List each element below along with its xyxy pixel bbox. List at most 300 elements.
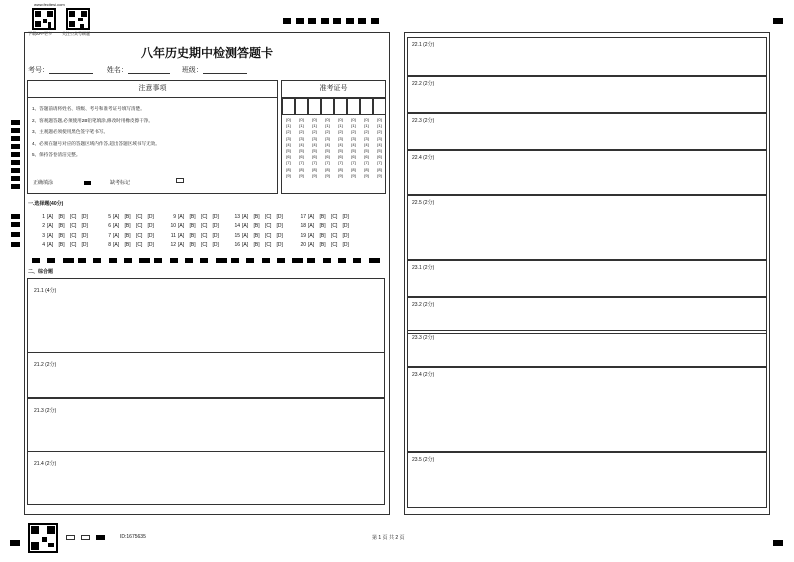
- ticket-digit[interactable]: [6]: [299, 154, 304, 160]
- answer-option[interactable]: [A]: [308, 241, 315, 248]
- ticket-input-cell: [308, 98, 321, 115]
- ticket-digit[interactable]: [4]: [377, 141, 382, 147]
- answer-option[interactable]: [A]: [178, 232, 185, 239]
- timing-mark: [292, 258, 303, 263]
- answer-option[interactable]: [C]: [201, 223, 208, 230]
- answer-option[interactable]: [B]: [124, 241, 131, 248]
- site-url: www.fecitesi.com: [34, 2, 65, 7]
- class-label: 班级：: [181, 67, 203, 74]
- ticket-input-cell: [282, 98, 295, 115]
- answer-box-label: 23.1 (2分): [412, 265, 435, 271]
- answer-option[interactable]: [A]: [178, 223, 185, 230]
- answer-option[interactable]: [C]: [331, 241, 338, 248]
- answer-box[interactable]: [27, 278, 385, 353]
- ticket-digit[interactable]: [3]: [299, 135, 304, 141]
- question-number: 19: [300, 232, 306, 239]
- answer-option[interactable]: [B]: [253, 232, 260, 239]
- timing-mark: [93, 258, 101, 263]
- answer-box-label: 23.4 (2分): [412, 372, 435, 378]
- answer-option[interactable]: [B]: [189, 232, 196, 239]
- name-label: 姓名：: [106, 67, 128, 74]
- answer-option[interactable]: [B]: [58, 214, 65, 220]
- answer-box[interactable]: [407, 297, 767, 334]
- answer-box[interactable]: [407, 260, 767, 297]
- answer-option[interactable]: [D]: [276, 214, 283, 220]
- timing-mark: [323, 258, 331, 263]
- answer-box-label: 21.4 (2分): [34, 461, 57, 467]
- answer-box-label: 22.3 (2分): [412, 118, 435, 124]
- timing-mark: [371, 18, 379, 24]
- ticket-digit[interactable]: [1]: [312, 123, 317, 129]
- timing-mark: [11, 136, 20, 141]
- answer-option[interactable]: [A]: [113, 214, 120, 220]
- answer-option[interactable]: [B]: [253, 223, 260, 230]
- question-number: 11: [170, 232, 176, 239]
- answer-box-label: 23.3 (2分): [412, 335, 435, 341]
- question-number: 6: [108, 223, 111, 230]
- qr-caption-right: 关注公众号刷题: [62, 31, 90, 36]
- ticket-digit[interactable]: [3]: [312, 135, 317, 141]
- timing-mark: [321, 18, 329, 24]
- ticket-digit[interactable]: [9]: [351, 172, 356, 178]
- ticket-digit[interactable]: [3]: [338, 135, 343, 141]
- answer-option[interactable]: [B]: [319, 232, 326, 239]
- answer-option[interactable]: [D]: [276, 223, 283, 230]
- timing-mark: [11, 144, 20, 149]
- ticket-digit-column: [297, 117, 306, 179]
- answer-option[interactable]: [A]: [47, 223, 54, 230]
- answer-option[interactable]: [A]: [242, 232, 249, 239]
- answer-option[interactable]: [C]: [136, 214, 143, 220]
- timing-mark: [11, 232, 20, 237]
- corner-mark: [773, 540, 783, 546]
- ticket-digit[interactable]: [5]: [351, 148, 356, 154]
- absent-mark-label: 缺考标记: [110, 180, 131, 186]
- timing-mark: [262, 258, 270, 263]
- ticket-digit[interactable]: [5]: [325, 148, 330, 154]
- ticket-digit[interactable]: [2]: [351, 129, 356, 135]
- timing-mark: [109, 258, 117, 263]
- ticket-digit[interactable]: [6]: [351, 154, 356, 160]
- qr-caption-left: 下载APP更多: [28, 31, 53, 36]
- notice-item: 3、主观题必须使用黑色签字笔书写。: [32, 129, 109, 134]
- question-number: 7: [108, 232, 111, 239]
- answer-option[interactable]: [B]: [189, 241, 196, 248]
- answer-box[interactable]: [407, 195, 767, 260]
- answer-option[interactable]: [C]: [70, 223, 77, 230]
- ticket-digit[interactable]: [1]: [364, 123, 369, 129]
- ticket-digit[interactable]: [9]: [299, 172, 304, 178]
- ticket-digit[interactable]: [0]: [338, 117, 343, 122]
- info-fields: [28, 67, 247, 74]
- timing-mark: [11, 160, 20, 165]
- qr-code-footer: [28, 523, 58, 553]
- timing-mark: [307, 258, 315, 263]
- timing-mark: [63, 258, 74, 263]
- ticket-digit[interactable]: [2]: [299, 129, 304, 135]
- answer-box[interactable]: [407, 367, 767, 452]
- timing-mark: [353, 258, 361, 263]
- ticket-input-cell: [373, 98, 386, 115]
- ticket-digit[interactable]: [7]: [338, 160, 343, 166]
- ticket-title: 准考证号: [319, 85, 348, 92]
- answer-option[interactable]: [C]: [70, 232, 77, 239]
- answer-box[interactable]: [27, 398, 385, 452]
- answer-box-label: 23.2 (2分): [412, 302, 435, 308]
- timing-mark: [11, 120, 20, 125]
- ticket-digit[interactable]: [3]: [325, 135, 330, 141]
- answer-option[interactable]: [A]: [178, 241, 185, 248]
- ticket-digit[interactable]: [9]: [286, 172, 291, 178]
- timing-mark: [216, 258, 227, 263]
- ticket-digit[interactable]: [4]: [364, 141, 369, 147]
- answer-option[interactable]: [A]: [242, 223, 249, 230]
- ticket-digit[interactable]: [2]: [364, 129, 369, 135]
- answer-option[interactable]: [C]: [136, 223, 143, 230]
- timing-mark: [78, 258, 86, 263]
- answer-box-label: 21.2 (2分): [34, 362, 57, 368]
- timing-mark: [124, 258, 132, 263]
- answer-box-label: 22.4 (2分): [412, 155, 435, 161]
- correct-fill-sample: [84, 181, 91, 185]
- notice-divider: [27, 97, 278, 98]
- answer-box[interactable]: [27, 451, 385, 505]
- timing-mark: [296, 18, 304, 24]
- answer-box-label: 22.2 (2分): [412, 81, 435, 87]
- qr-code-follow: [66, 8, 90, 30]
- answer-option[interactable]: [B]: [319, 223, 326, 230]
- question-number: 18: [300, 223, 306, 230]
- answer-box-label: 21.3 (2分): [34, 408, 57, 414]
- answer-option[interactable]: [A]: [178, 214, 185, 220]
- timing-mark: [11, 128, 20, 133]
- timing-mark: [11, 152, 20, 157]
- ticket-digit[interactable]: [4]: [299, 141, 304, 147]
- answer-option[interactable]: [B]: [189, 214, 196, 220]
- answer-option[interactable]: [B]: [58, 223, 65, 230]
- answer-option[interactable]: [B]: [124, 232, 131, 239]
- timing-mark: [358, 18, 366, 24]
- ticket-digit[interactable]: [5]: [286, 148, 291, 154]
- ticket-input-cell: [360, 98, 373, 115]
- answer-option[interactable]: [A]: [242, 214, 249, 220]
- answer-box[interactable]: [407, 330, 767, 367]
- ticket-digit-column: [310, 117, 319, 179]
- answer-box-label: 22.5 (2分): [412, 200, 435, 206]
- notice-item: 1、答题前请将姓名、班级、考号和准考证号填写清楚。: [32, 106, 145, 111]
- timing-mark: [231, 258, 239, 263]
- answer-box-label: 23.5 (2分): [412, 457, 435, 463]
- answer-option[interactable]: [A]: [47, 232, 54, 239]
- name-field[interactable]: [128, 67, 170, 74]
- question-number: 12: [170, 241, 176, 248]
- ticket-digit[interactable]: [2]: [312, 129, 317, 135]
- ticket-digit[interactable]: [0]: [286, 117, 291, 122]
- answer-option[interactable]: [A]: [242, 241, 249, 248]
- timing-mark: [11, 214, 20, 219]
- answer-option[interactable]: [A]: [113, 241, 120, 248]
- ticket-digit[interactable]: [1]: [338, 123, 343, 129]
- answer-box[interactable]: [407, 76, 767, 113]
- question-number: 10: [170, 223, 176, 230]
- answer-option[interactable]: [D]: [81, 223, 88, 230]
- qr-code-download: [32, 8, 56, 30]
- exam-no-field[interactable]: [49, 67, 93, 74]
- answer-option[interactable]: [C]: [265, 241, 272, 248]
- answer-option[interactable]: [D]: [147, 232, 154, 239]
- question-number: 1: [42, 214, 45, 220]
- ticket-digit[interactable]: [8]: [338, 166, 343, 172]
- ticket-digit[interactable]: [2]: [377, 129, 382, 135]
- timing-mark: [139, 258, 150, 263]
- question-number: 13: [234, 214, 240, 220]
- question-number: 17: [300, 214, 306, 220]
- ticket-digit[interactable]: [4]: [351, 141, 356, 147]
- ticket-digit[interactable]: [3]: [377, 135, 382, 141]
- answer-option[interactable]: [D]: [147, 223, 154, 230]
- answer-option[interactable]: [B]: [319, 214, 326, 220]
- exam-no-label: 考号：: [28, 67, 49, 74]
- timing-mark: [170, 258, 178, 263]
- answer-option[interactable]: [A]: [308, 214, 315, 220]
- question-number: 16: [234, 241, 240, 248]
- answer-option[interactable]: [B]: [58, 232, 65, 239]
- ticket-digit[interactable]: [8]: [364, 166, 369, 172]
- notice-item: 2、客观题答题,必须使用2B铅笔填涂,修改时用橡皮擦干净。: [32, 117, 153, 123]
- question-number: 9: [173, 214, 176, 220]
- answer-box[interactable]: [407, 452, 767, 508]
- ticket-digit[interactable]: [0]: [325, 117, 330, 122]
- answer-box[interactable]: [407, 113, 767, 150]
- answer-box[interactable]: [407, 150, 767, 195]
- ticket-digit[interactable]: [8]: [325, 166, 330, 172]
- ticket-digit[interactable]: [1]: [325, 123, 330, 129]
- answer-box[interactable]: [407, 37, 767, 76]
- answer-option[interactable]: [B]: [253, 241, 260, 248]
- answer-option[interactable]: [C]: [265, 232, 272, 239]
- ticket-digit[interactable]: [4]: [286, 141, 291, 147]
- ticket-digit[interactable]: [7]: [299, 160, 304, 166]
- ticket-digit[interactable]: [1]: [351, 123, 356, 129]
- ticket-input-cell: [334, 98, 347, 115]
- ticket-digit-column: [362, 117, 371, 179]
- ticket-digit[interactable]: [5]: [377, 148, 382, 154]
- timing-mark: [11, 168, 20, 173]
- ticket-digit-column: [375, 117, 384, 179]
- ticket-digit-column: [284, 117, 293, 179]
- timing-mark: [338, 258, 346, 263]
- ticket-digit[interactable]: [6]: [377, 154, 382, 160]
- answer-option[interactable]: [C]: [136, 232, 143, 239]
- timing-mark: [246, 258, 254, 263]
- ticket-digit[interactable]: [8]: [351, 166, 356, 172]
- ticket-digit[interactable]: [4]: [312, 141, 317, 147]
- question-number: 15: [234, 232, 240, 239]
- timing-mark: [154, 258, 162, 263]
- corner-mark: [10, 540, 20, 546]
- ticket-digit-column: [336, 117, 345, 179]
- ticket-digit[interactable]: [9]: [325, 172, 330, 178]
- answer-option[interactable]: [D]: [147, 214, 154, 220]
- timing-mark: [11, 222, 20, 227]
- answer-option[interactable]: [C]: [201, 241, 208, 248]
- timing-mark: [11, 242, 20, 247]
- ticket-digit[interactable]: [7]: [325, 160, 330, 166]
- footer-box-empty-2: [81, 535, 90, 540]
- correct-fill-label: 正确填涂: [33, 180, 54, 186]
- answer-option[interactable]: [D]: [212, 232, 219, 239]
- ticket-digit[interactable]: [1]: [299, 123, 304, 129]
- timing-mark: [283, 18, 291, 24]
- answer-option[interactable]: [D]: [212, 214, 219, 220]
- exam-id: ID:1675635: [120, 534, 146, 540]
- timing-mark: [369, 258, 380, 263]
- ticket-digit-column: [323, 117, 332, 179]
- ticket-digit[interactable]: [8]: [286, 166, 291, 172]
- answer-option[interactable]: [C]: [331, 223, 338, 230]
- ticket-digit[interactable]: [6]: [325, 154, 330, 160]
- answer-option[interactable]: [B]: [189, 223, 196, 230]
- ticket-input-cell: [295, 98, 308, 115]
- answer-option[interactable]: [D]: [212, 223, 219, 230]
- answer-option[interactable]: [B]: [124, 223, 131, 230]
- ticket-digit[interactable]: [9]: [377, 172, 382, 178]
- ticket-digit[interactable]: [7]: [364, 160, 369, 166]
- timing-mark: [277, 258, 285, 263]
- ticket-digit[interactable]: [7]: [312, 160, 317, 166]
- answer-option[interactable]: [B]: [253, 214, 260, 220]
- answer-option[interactable]: [D]: [342, 214, 349, 220]
- timing-mark: [11, 184, 20, 189]
- timing-mark: [11, 176, 20, 181]
- question-number: 14: [234, 223, 240, 230]
- ticket-digit[interactable]: [1]: [286, 123, 291, 129]
- timing-mark: [200, 258, 208, 263]
- ticket-digit[interactable]: [6]: [364, 154, 369, 160]
- timing-mark: [32, 258, 40, 263]
- ticket-digit[interactable]: [6]: [312, 154, 317, 160]
- question-number: 3: [42, 232, 45, 239]
- answer-option[interactable]: [D]: [81, 241, 88, 248]
- ticket-digit[interactable]: [6]: [286, 154, 291, 160]
- answer-option[interactable]: [A]: [47, 214, 54, 220]
- corner-mark: [773, 18, 783, 24]
- answer-option[interactable]: [A]: [308, 232, 315, 239]
- answer-option[interactable]: [D]: [81, 214, 88, 220]
- ticket-digit[interactable]: [4]: [325, 141, 330, 147]
- answer-option[interactable]: [C]: [136, 241, 143, 248]
- answer-box[interactable]: [27, 352, 385, 398]
- answer-option[interactable]: [D]: [212, 241, 219, 248]
- answer-option[interactable]: [D]: [342, 223, 349, 230]
- answer-option[interactable]: [A]: [113, 223, 120, 230]
- timing-mark: [185, 258, 193, 263]
- ticket-digit[interactable]: [8]: [299, 166, 304, 172]
- page-title: 八年历史期中检测答题卡: [140, 46, 273, 60]
- ticket-digit[interactable]: [4]: [338, 141, 343, 147]
- footer-box-filled: [96, 535, 105, 540]
- answer-option[interactable]: [A]: [47, 241, 54, 248]
- ticket-digit[interactable]: [9]: [364, 172, 369, 178]
- answer-option[interactable]: [C]: [265, 214, 272, 220]
- answer-option[interactable]: [A]: [113, 232, 120, 239]
- answer-option[interactable]: [B]: [58, 241, 65, 248]
- answer-option[interactable]: [B]: [124, 214, 131, 220]
- answer-option[interactable]: [D]: [81, 232, 88, 239]
- ticket-digit[interactable]: [5]: [338, 148, 343, 154]
- ticket-digit[interactable]: [2]: [325, 129, 330, 135]
- answer-option[interactable]: [D]: [276, 241, 283, 248]
- ticket-digit[interactable]: [2]: [286, 129, 291, 135]
- ticket-digit[interactable]: [9]: [338, 172, 343, 178]
- ticket-digit[interactable]: [9]: [312, 172, 317, 178]
- answer-option[interactable]: [C]: [201, 232, 208, 239]
- notice-item: 5、保持答卷清洁完整。: [32, 152, 81, 157]
- answer-option[interactable]: [D]: [276, 232, 283, 239]
- answer-option[interactable]: [C]: [201, 214, 208, 220]
- ticket-digit[interactable]: [0]: [351, 117, 356, 122]
- answer-option[interactable]: [A]: [308, 223, 315, 230]
- question-number: 20: [300, 241, 306, 248]
- ticket-digit[interactable]: [3]: [286, 135, 291, 141]
- section1-title: 一.选择题(40分): [28, 201, 64, 207]
- ticket-digit[interactable]: [0]: [299, 117, 304, 122]
- ticket-digit[interactable]: [0]: [377, 117, 382, 122]
- ticket-digit[interactable]: [3]: [364, 135, 369, 141]
- ticket-digit[interactable]: [7]: [351, 160, 356, 166]
- ticket-digit[interactable]: [5]: [312, 148, 317, 154]
- answer-box-label: 22.1 (2分): [412, 42, 435, 48]
- ticket-digit[interactable]: [0]: [364, 117, 369, 122]
- class-field[interactable]: [203, 67, 247, 74]
- ticket-digit[interactable]: [2]: [338, 129, 343, 135]
- ticket-digit[interactable]: [3]: [351, 135, 356, 141]
- ticket-digit[interactable]: [7]: [377, 160, 382, 166]
- answer-option[interactable]: [B]: [319, 241, 326, 248]
- timing-mark: [333, 18, 341, 24]
- notice-title: 注意事项: [138, 85, 167, 92]
- timing-mark: [47, 258, 55, 263]
- answer-option[interactable]: [C]: [70, 241, 77, 248]
- absent-mark-checkbox[interactable]: [176, 178, 184, 183]
- notice-item: 4、必须在题号对应的答题区域内作答,超出答题区域书写无效。: [32, 140, 160, 146]
- ticket-digit[interactable]: [8]: [377, 166, 382, 172]
- ticket-digit[interactable]: [8]: [312, 166, 317, 172]
- question-number: 5: [108, 214, 111, 220]
- section2-title: 二、综合题: [28, 269, 54, 275]
- answer-option[interactable]: [C]: [265, 223, 272, 230]
- answer-option[interactable]: [C]: [70, 214, 77, 220]
- question-number: 4: [42, 241, 45, 248]
- ticket-input-cell: [321, 98, 334, 115]
- ticket-input-cell: [347, 98, 360, 115]
- answer-option[interactable]: [D]: [147, 241, 154, 248]
- ticket-digit[interactable]: [1]: [377, 123, 382, 129]
- answer-option[interactable]: [D]: [342, 232, 349, 239]
- question-number: 8: [108, 241, 111, 248]
- question-number: 2: [42, 223, 45, 230]
- answer-option[interactable]: [C]: [331, 232, 338, 239]
- ticket-digit[interactable]: [0]: [312, 117, 317, 122]
- answer-option[interactable]: [C]: [331, 214, 338, 220]
- ticket-digit[interactable]: [6]: [338, 154, 343, 160]
- timing-mark: [308, 18, 316, 24]
- ticket-digit[interactable]: [5]: [364, 148, 369, 154]
- ticket-digit[interactable]: [7]: [286, 160, 291, 166]
- answer-option[interactable]: [D]: [342, 241, 349, 248]
- answer-box-label: 21.1 (4分): [34, 288, 57, 294]
- ticket-digit[interactable]: [5]: [299, 148, 304, 154]
